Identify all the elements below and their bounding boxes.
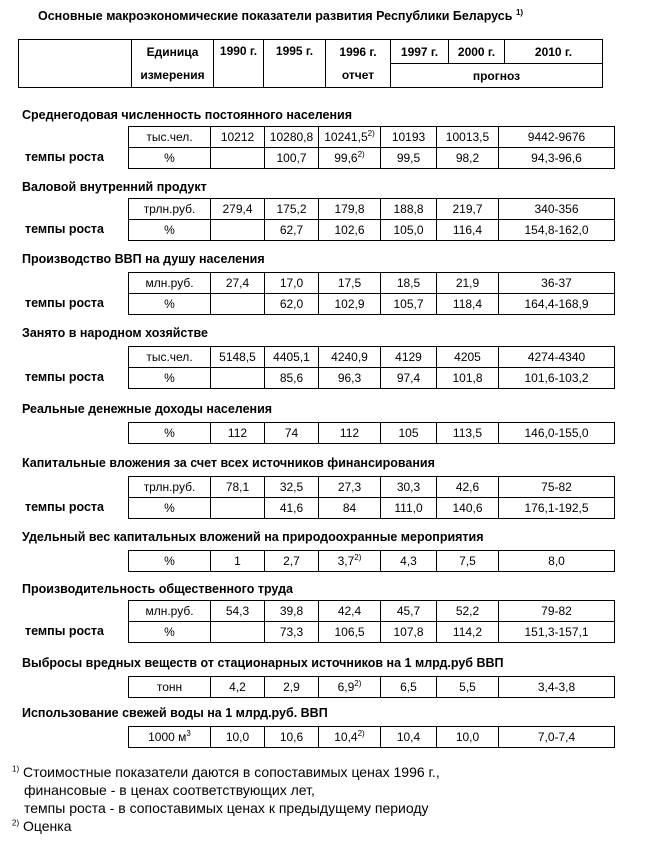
- section-title-gdp: Валовой внутренний продукт: [22, 180, 207, 194]
- cell-2010: 164,4-168,9: [499, 294, 615, 315]
- cell-unit: трлн.руб.: [129, 199, 211, 220]
- section-title-fresh-water: Использование свежей воды на 1 млрд.руб. ВВП: [22, 706, 328, 720]
- header-forecast: прогноз: [391, 64, 603, 88]
- cell-2010: 176,1-192,5: [499, 498, 615, 519]
- cell-2000: 98,2: [437, 148, 499, 169]
- cell-unit: млн.руб.: [129, 601, 211, 622]
- table-employment: [128, 346, 615, 389]
- growth-rate-label: темпы роста: [25, 150, 104, 164]
- header-2000: 2000 г.: [449, 40, 505, 64]
- cell-1995: 4405,1: [265, 347, 319, 368]
- cell-1995: 62,7: [265, 220, 319, 241]
- section-title-capital-investment: Капитальные вложения за счет всех источников финансирования: [22, 456, 435, 470]
- growth-rate-label: темпы роста: [25, 222, 104, 236]
- cell-2010: 146,0-155,0: [499, 423, 615, 444]
- cell-2000: 10,0: [437, 727, 499, 748]
- cell-unit: тыс.чел.: [129, 127, 211, 148]
- header-unit-line2: измерения: [132, 64, 214, 88]
- cell-unit: %: [129, 368, 211, 389]
- cell-2000: 5,5: [437, 677, 499, 698]
- table-real-income: [128, 422, 615, 444]
- cell-1996: 4240,9: [319, 347, 381, 368]
- cell-1995: 100,7: [265, 148, 319, 169]
- title-footnote-mark: 1): [515, 7, 524, 17]
- table-gdp-per-capita: [128, 272, 615, 315]
- cell-1996: 102,9: [319, 294, 381, 315]
- cell-1997: 105: [381, 423, 437, 444]
- cell-1997: 188,8: [381, 199, 437, 220]
- cell-1995: 73,3: [265, 622, 319, 643]
- section-title-employment: Занято в народном хозяйстве: [22, 326, 208, 340]
- cell-1995: 10,6: [265, 727, 319, 748]
- footnote-1-line-1: $^{1)}$ Стоимостные показатели даются в сопоставимых ценах 1996 г.,: [12, 764, 440, 780]
- cell-2010: 154,8-162,0: [499, 220, 615, 241]
- cell-2000: 113,5: [437, 423, 499, 444]
- cell-1990: [211, 148, 265, 169]
- cell-1990: [211, 294, 265, 315]
- cell-1990: 10,0: [211, 727, 265, 748]
- cell-unit: %: [129, 551, 211, 572]
- section-title-gdp-per-capita: Производство ВВП на душу населения: [22, 252, 265, 266]
- cell-2000: 114,2: [437, 622, 499, 643]
- cell-1997: 6,5: [381, 677, 437, 698]
- section-title-environmental-share: Удельный вес капитальных вложений на природоохранные мероприятия: [22, 530, 484, 544]
- cell-1990: 5148,5: [211, 347, 265, 368]
- cell-1995: 74: [265, 423, 319, 444]
- cell-unit: 1000 $м^3$: [129, 727, 211, 748]
- cell-2010: 9442-9676: [499, 127, 615, 148]
- growth-rate-label: темпы роста: [25, 370, 104, 384]
- estimate-note: 2): [354, 679, 362, 688]
- cell-1990: [211, 368, 265, 389]
- cell-2000: 219,7: [437, 199, 499, 220]
- cell-2000: 118,4: [437, 294, 499, 315]
- cell-2000: 42,6: [437, 477, 499, 498]
- cell-1997: 30,3: [381, 477, 437, 498]
- header-2010: 2010 г.: [505, 40, 603, 64]
- cell-1997: 4,3: [381, 551, 437, 572]
- cell-2010: 79-82: [499, 601, 615, 622]
- cell-1990: 112: [211, 423, 265, 444]
- cell-1997: 4129: [381, 347, 437, 368]
- table-environmental-share: [128, 550, 615, 572]
- cell-1995: 2,9: [265, 677, 319, 698]
- cell-2000: 52,2: [437, 601, 499, 622]
- cell-1996: 102,6: [319, 220, 381, 241]
- header-1995: 1995 г.: [264, 40, 326, 88]
- header-empty-cell: [19, 40, 132, 88]
- cell-1997: 18,5: [381, 273, 437, 294]
- cell-unit: %: [129, 148, 211, 169]
- estimate-note: 2): [354, 553, 362, 562]
- cell-1997: 111,0: [381, 498, 437, 519]
- cell-1996: 84: [319, 498, 381, 519]
- section-title-emissions: Выбросы вредных веществ от стационарных источников на 1 млрд.руб ВВП: [22, 656, 504, 670]
- cell-2010: 8,0: [499, 551, 615, 572]
- cell-2000: 101,8: [437, 368, 499, 389]
- cell-2010: 4274-4340: [499, 347, 615, 368]
- cell-1997: 45,7: [381, 601, 437, 622]
- cell-1996: 179,8: [319, 199, 381, 220]
- footnote-1-mark: 1): [12, 764, 20, 774]
- table-gdp: [128, 198, 615, 241]
- cell-1996: 96,3: [319, 368, 381, 389]
- cell-2010: 101,6-103,2: [499, 368, 615, 389]
- cell-1995: 10280,8: [265, 127, 319, 148]
- header-1990: 1990 г.: [214, 40, 264, 88]
- cell-1990: [211, 220, 265, 241]
- cell-1995: 39,8: [265, 601, 319, 622]
- cell-unit: %: [129, 622, 211, 643]
- cell-1995: 2,7: [265, 551, 319, 572]
- table-fresh-water: [128, 726, 615, 748]
- cell-1990: 10212: [211, 127, 265, 148]
- cell-unit: тыс.чел.: [129, 347, 211, 368]
- header-unit: Единица: [132, 40, 214, 64]
- cell-2000: 140,6: [437, 498, 499, 519]
- cell-2000: 10013,5: [437, 127, 499, 148]
- cell-2010: 75-82: [499, 477, 615, 498]
- growth-rate-label: темпы роста: [25, 500, 104, 514]
- cell-1990: 4,2: [211, 677, 265, 698]
- cell-unit: млн.руб.: [129, 273, 211, 294]
- footnote-2-mark: 2): [12, 818, 20, 828]
- cell-2010: 3,4-3,8: [499, 677, 615, 698]
- document-title: Основные макроэкономические показатели развития Республики Беларусь $^{1)}$: [38, 7, 524, 23]
- cell-1995: 17,0: [265, 273, 319, 294]
- cell-1997: 105,0: [381, 220, 437, 241]
- header-report: отчет: [326, 64, 391, 88]
- cell-1997: 10193: [381, 127, 437, 148]
- cell-1995: 175,2: [265, 199, 319, 220]
- cell-1997: 10,4: [381, 727, 437, 748]
- cell-2010: 151,3-157,1: [499, 622, 615, 643]
- cell-1996: 99,6$^{2)}$: [319, 148, 381, 169]
- estimate-note: 2): [357, 729, 365, 738]
- cell-1997: 99,5: [381, 148, 437, 169]
- cell-1995: 41,6: [265, 498, 319, 519]
- cell-2000: 116,4: [437, 220, 499, 241]
- cell-2000: 7,5: [437, 551, 499, 572]
- table-emissions: [128, 676, 615, 698]
- cell-1990: 78,1: [211, 477, 265, 498]
- cell-1995: 62,0: [265, 294, 319, 315]
- cell-1996: 106,5: [319, 622, 381, 643]
- cell-unit: %: [129, 498, 211, 519]
- footnote-1-line-3: темпы роста - в сопоставимых ценах к предыдущему периоду: [24, 800, 429, 816]
- estimate-note: 2): [367, 129, 375, 138]
- cell-2000: 4205: [437, 347, 499, 368]
- cell-1997: 105,7: [381, 294, 437, 315]
- cell-unit: тонн: [129, 677, 211, 698]
- header-table: [18, 39, 603, 88]
- cell-1996: 3,7$^{2)}$: [319, 551, 381, 572]
- cell-unit: трлн.руб.: [129, 477, 211, 498]
- cell-unit: %: [129, 294, 211, 315]
- cell-2010: 36-37: [499, 273, 615, 294]
- cell-2010: 94,3-96,6: [499, 148, 615, 169]
- cell-1997: 107,8: [381, 622, 437, 643]
- cell-1996: 42,4: [319, 601, 381, 622]
- header-1996: 1996 г.: [326, 40, 391, 64]
- cell-unit: %: [129, 423, 211, 444]
- growth-rate-label: темпы роста: [25, 624, 104, 638]
- cell-1990: 279,4: [211, 199, 265, 220]
- section-title-real-income: Реальные денежные доходы населения: [22, 402, 273, 416]
- cell-2010: 340-356: [499, 199, 615, 220]
- cell-1996: 112: [319, 423, 381, 444]
- section-title-labor-productivity: Производительность общественного труда: [22, 582, 293, 596]
- section-title-population: Среднегодовая численность постоянного населения: [22, 108, 353, 122]
- cubic-mark: 3: [186, 729, 191, 738]
- cell-1990: [211, 622, 265, 643]
- cell-1995: 85,6: [265, 368, 319, 389]
- header-1997: 1997 г.: [391, 40, 449, 64]
- footnote-2: $^{2)}$ Оценка: [12, 818, 72, 834]
- table-labor-productivity: [128, 600, 615, 643]
- cell-1996: 10241,5$^{2)}$: [319, 127, 381, 148]
- cell-1990: 1: [211, 551, 265, 572]
- cell-1996: 27,3: [319, 477, 381, 498]
- cell-1996: 10,4$^{2)}$: [319, 727, 381, 748]
- table-population: [128, 126, 615, 169]
- cell-1996: 17,5: [319, 273, 381, 294]
- growth-rate-label: темпы роста: [25, 296, 104, 310]
- cell-1990: 54,3: [211, 601, 265, 622]
- footnote-1-line-2: финансовые - в ценах соответствующих лет,: [24, 782, 315, 798]
- cell-2000: 21,9: [437, 273, 499, 294]
- estimate-note: 2): [357, 150, 365, 159]
- cell-unit: %: [129, 220, 211, 241]
- cell-1990: 27,4: [211, 273, 265, 294]
- table-capital-investment: [128, 476, 615, 519]
- cell-1990: [211, 498, 265, 519]
- cell-2010: 7,0-7,4: [499, 727, 615, 748]
- cell-1996: 6,9$^{2)}$: [319, 677, 381, 698]
- cell-1995: 32,5: [265, 477, 319, 498]
- cell-1997: 97,4: [381, 368, 437, 389]
